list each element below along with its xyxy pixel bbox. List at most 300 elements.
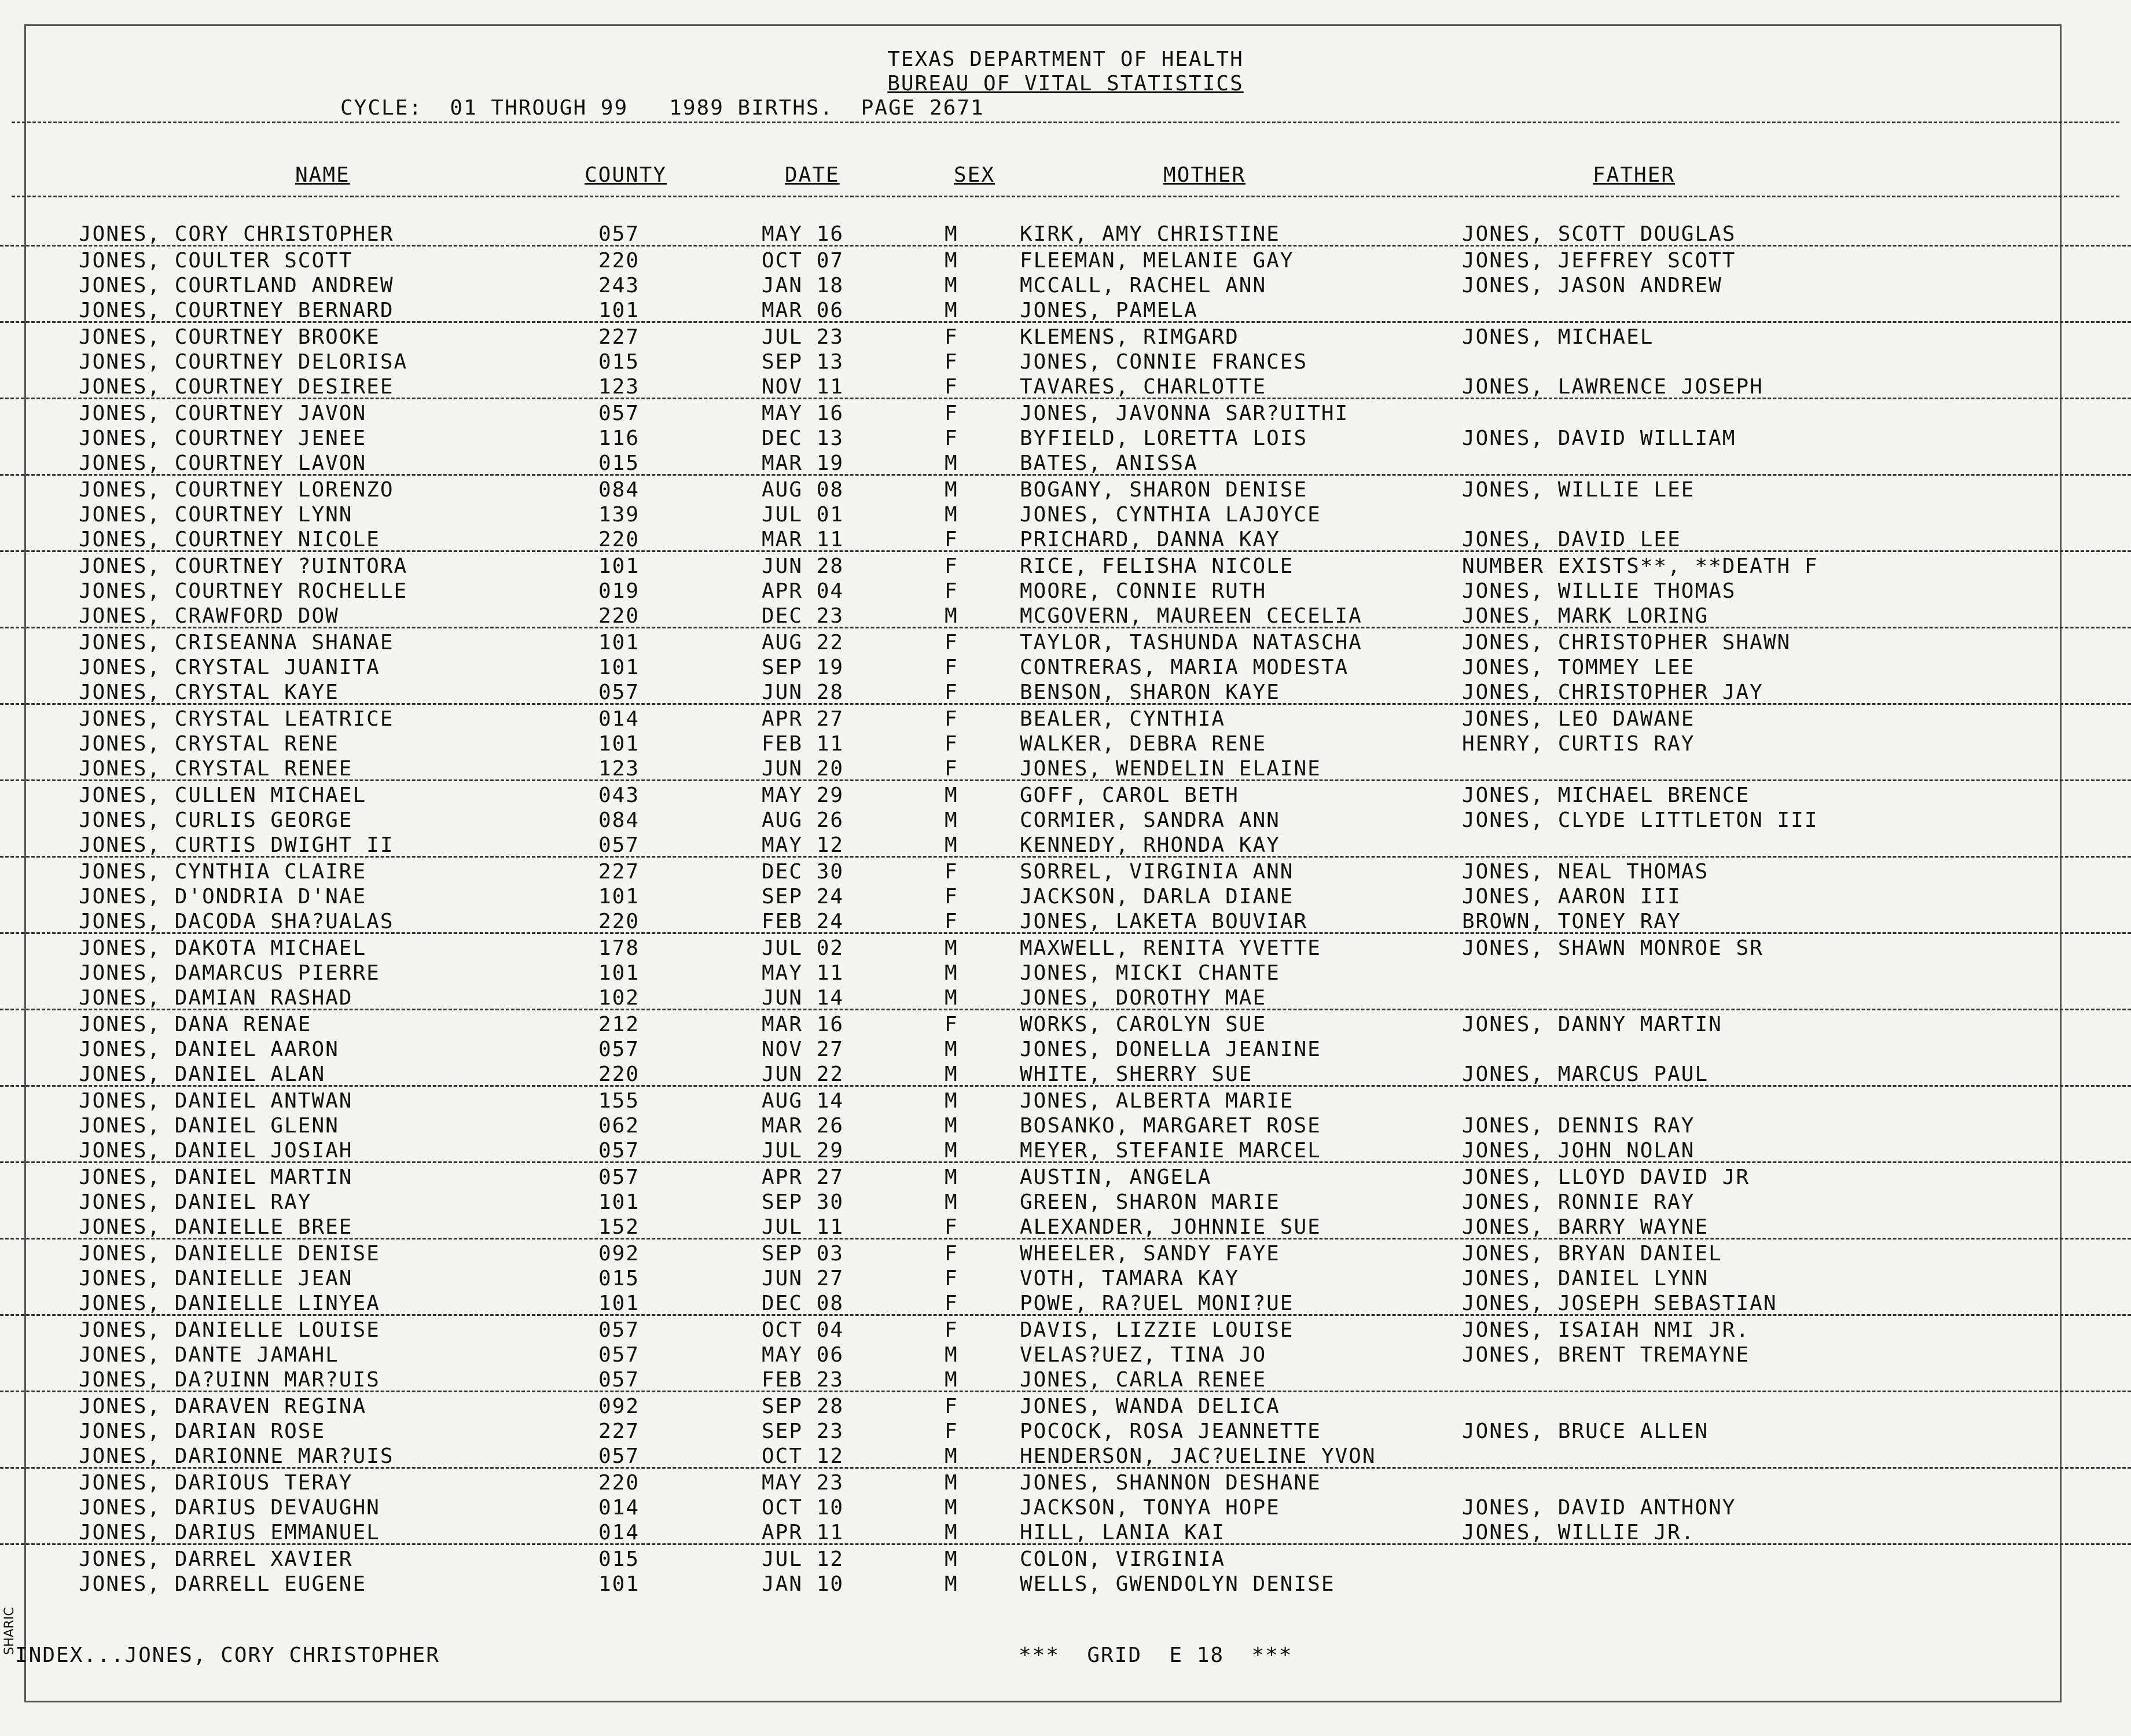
table-row: [0, 1341, 2131, 1366]
cell-date: OCT 07: [762, 249, 844, 273]
cell-father: JONES, SHAWN MONROE SR: [1462, 936, 1763, 960]
cell-mother: JONES, CONNIE FRANCES: [1020, 350, 1308, 374]
cell-county: 057: [598, 1318, 640, 1342]
cell-name: JONES, DAMARCUS PIERRE: [79, 961, 380, 985]
cell-father: JONES, JASON ANDREW: [1462, 274, 1722, 297]
cell-father: JONES, DAVID WILLIAM: [1462, 426, 1736, 450]
cell-sex: M: [945, 1343, 958, 1367]
cell-mother: POCOCK, ROSA JEANNETTE: [1020, 1419, 1321, 1443]
cell-sex: M: [945, 1471, 958, 1495]
cell-county: 092: [598, 1395, 640, 1418]
cell-name: JONES, DARAVEN REGINA: [79, 1395, 367, 1418]
cell-name: JONES, COURTNEY ROCHELLE: [79, 579, 408, 603]
cell-date: DEC 23: [762, 604, 844, 628]
cell-mother: KENNEDY, RHONDA KAY: [1020, 833, 1280, 857]
cell-name: JONES, DARIUS EMMANUEL: [79, 1521, 380, 1544]
cell-county: 102: [598, 986, 640, 1010]
cell-father: JONES, MICHAEL: [1462, 325, 1654, 349]
cell-name: JONES, DANIELLE DENISE: [79, 1242, 380, 1266]
table-row: [0, 1188, 2131, 1213]
cell-county: 116: [598, 426, 640, 450]
table-row: [0, 1213, 2131, 1240]
cell-father: JONES, CLYDE LITTLETON III: [1462, 808, 1818, 832]
table-row: [0, 705, 2131, 730]
cell-county: 101: [598, 554, 640, 578]
cell-father: JONES, MICHAEL BRENCE: [1462, 784, 1750, 807]
cell-county: 220: [598, 910, 640, 933]
cell-sex: M: [945, 1547, 958, 1571]
cell-father: JONES, WILLIE LEE: [1462, 478, 1695, 502]
cell-date: MAY 06: [762, 1343, 844, 1367]
cell-date: AUG 08: [762, 478, 844, 502]
cell-date: MAR 16: [762, 1013, 844, 1036]
table-row: [0, 348, 2131, 373]
side-stamp: SHARIC: [2, 1607, 17, 1655]
cell-date: DEC 08: [762, 1292, 844, 1315]
cell-county: 057: [598, 402, 640, 425]
index-footer: INDEX...JONES, CORY CHRISTOPHER: [15, 1643, 440, 1667]
cell-mother: BOGANY, SHARON DENISE: [1020, 478, 1308, 502]
cell-name: JONES, CRYSTAL LEATRICE: [79, 707, 394, 731]
cell-mother: RICE, FELISHA NICOLE: [1020, 554, 1294, 578]
cell-date: MAY 16: [762, 222, 844, 246]
cell-name: JONES, CRYSTAL JUANITA: [79, 656, 380, 679]
table-row: [0, 678, 2131, 705]
table-row: [0, 602, 2131, 628]
col-header-sex: SEX: [954, 163, 995, 187]
cell-sex: M: [945, 833, 958, 857]
cell-name: JONES, COURTNEY LAVON: [79, 451, 367, 475]
cell-date: JUN 27: [762, 1267, 844, 1290]
table-row: [0, 271, 2131, 296]
cell-date: MAY 29: [762, 784, 844, 807]
table-row: [0, 1112, 2131, 1137]
cell-sex: M: [945, 299, 958, 322]
cell-county: 057: [598, 1368, 640, 1392]
cell-father: JONES, MARCUS PAUL: [1462, 1062, 1709, 1086]
cell-county: 101: [598, 299, 640, 322]
table-row: [0, 373, 2131, 399]
cell-father: JONES, BRENT TREMAYNE: [1462, 1343, 1750, 1367]
cell-name: JONES, DANIEL GLENN: [79, 1114, 339, 1138]
cell-mother: BYFIELD, LORETTA LOIS: [1020, 426, 1308, 450]
cell-name: JONES, DANIEL JOSIAH: [79, 1139, 353, 1163]
cell-sex: M: [945, 936, 958, 960]
table-row: [0, 1469, 2131, 1494]
cell-mother: MAXWELL, RENITA YVETTE: [1020, 936, 1321, 960]
cell-county: 123: [598, 375, 640, 399]
cell-date: NOV 27: [762, 1038, 844, 1061]
cell-county: 015: [598, 1547, 640, 1571]
cell-date: JUN 28: [762, 554, 844, 578]
cell-county: 139: [598, 503, 640, 527]
cell-mother: HILL, LANIA KAI: [1020, 1521, 1226, 1544]
cell-date: JUN 28: [762, 681, 844, 704]
cell-name: JONES, DANIELLE LOUISE: [79, 1318, 380, 1342]
cell-county: 227: [598, 860, 640, 884]
table-row: [0, 1570, 2131, 1595]
table-row: [0, 934, 2131, 959]
cell-date: FEB 11: [762, 732, 844, 756]
col-header-mother: MOTHER: [1163, 163, 1246, 187]
cell-father: JONES, JOSEPH SEBASTIAN: [1462, 1292, 1777, 1315]
cell-name: JONES, DARREL XAVIER: [79, 1547, 353, 1571]
cell-county: 019: [598, 579, 640, 603]
cell-county: 062: [598, 1114, 640, 1138]
cell-county: 014: [598, 707, 640, 731]
cell-mother: AUSTIN, ANGELA: [1020, 1165, 1212, 1189]
cell-father: JONES, AARON III: [1462, 885, 1681, 909]
cell-date: JUL 12: [762, 1547, 844, 1571]
cell-sex: M: [945, 1190, 958, 1214]
cell-mother: VELAS?UEZ, TINA JO: [1020, 1343, 1267, 1367]
cell-mother: WELLS, GWENDOLYN DENISE: [1020, 1572, 1335, 1596]
cell-date: SEP 19: [762, 656, 844, 679]
cell-sex: F: [945, 631, 958, 654]
cell-date: MAY 11: [762, 961, 844, 985]
cell-sex: F: [945, 1292, 958, 1315]
cell-sex: M: [945, 222, 958, 246]
table-row: [0, 476, 2131, 501]
cell-county: 101: [598, 732, 640, 756]
cell-mother: MEYER, STEFANIE MARCEL: [1020, 1139, 1321, 1163]
cell-county: 057: [598, 222, 640, 246]
cell-mother: COLON, VIRGINIA: [1020, 1547, 1226, 1571]
cell-mother: BATES, ANISSA: [1020, 451, 1198, 475]
cell-sex: F: [945, 325, 958, 349]
col-header-county: COUNTY: [585, 163, 667, 187]
cell-county: 084: [598, 808, 640, 832]
cell-mother: ALEXANDER, JOHNNIE SUE: [1020, 1215, 1321, 1239]
cell-name: JONES, DACODA SHA?UALAS: [79, 910, 394, 933]
cell-sex: M: [945, 1139, 958, 1163]
cell-county: 220: [598, 249, 640, 273]
col-header-date: DATE: [785, 163, 840, 187]
cell-name: JONES, DARIOUS TERAY: [79, 1471, 353, 1495]
cell-mother: WORKS, CAROLYN SUE: [1020, 1013, 1267, 1036]
cell-mother: JONES, DOROTHY MAE: [1020, 986, 1267, 1010]
cell-mother: JONES, MICKI CHANTE: [1020, 961, 1280, 985]
table-row: [0, 628, 2131, 653]
cell-date: SEP 28: [762, 1395, 844, 1418]
cell-father: JONES, LAWRENCE JOSEPH: [1462, 375, 1763, 399]
cell-county: 101: [598, 1572, 640, 1596]
cell-father: JONES, WILLIE JR.: [1462, 1521, 1695, 1544]
cell-county: 057: [598, 1165, 640, 1189]
table-row: [0, 1366, 2131, 1392]
cell-father: JONES, JOHN NOLAN: [1462, 1139, 1695, 1163]
cell-date: AUG 14: [762, 1089, 844, 1113]
cell-county: 243: [598, 274, 640, 297]
cell-date: APR 27: [762, 707, 844, 731]
cell-father: JONES, TOMMEY LEE: [1462, 656, 1695, 679]
cell-county: 057: [598, 1038, 640, 1061]
cell-name: JONES, DANIEL RAY: [79, 1190, 312, 1214]
cell-sex: M: [945, 1572, 958, 1596]
cell-father: JONES, BARRY WAYNE: [1462, 1215, 1709, 1239]
cell-county: 092: [598, 1242, 640, 1266]
cell-county: 101: [598, 961, 640, 985]
table-row: [0, 1289, 2131, 1316]
cell-date: JUL 29: [762, 1139, 844, 1163]
table-row: [0, 781, 2131, 806]
cell-county: 057: [598, 681, 640, 704]
cell-father: JONES, DANIEL LYNN: [1462, 1267, 1709, 1290]
cell-sex: F: [945, 1395, 958, 1418]
cell-sex: F: [945, 681, 958, 704]
report-subtitle: BUREAU OF VITAL STATISTICS: [887, 72, 1244, 95]
cell-name: JONES, CYNTHIA CLAIRE: [79, 860, 367, 884]
cell-name: JONES, D'ONDRIA D'NAE: [79, 885, 367, 909]
cell-county: 014: [598, 1521, 640, 1544]
cell-sex: M: [945, 1062, 958, 1086]
cell-date: MAY 23: [762, 1471, 844, 1495]
cycle-line: CYCLE: 01 THROUGH 99 1989 BIRTHS. PAGE 2671: [340, 96, 984, 120]
cell-name: JONES, DAMIAN RASHAD: [79, 986, 353, 1010]
cell-date: SEP 30: [762, 1190, 844, 1214]
cell-mother: KLEMENS, RIMGARD: [1020, 325, 1239, 349]
cell-mother: FLEEMAN, MELANIE GAY: [1020, 249, 1294, 273]
cell-sex: F: [945, 1419, 958, 1443]
cell-date: MAY 12: [762, 833, 844, 857]
table-row: [0, 525, 2131, 552]
cell-name: JONES, DANIELLE BREE: [79, 1215, 353, 1239]
cell-mother: WHEELER, SANDY FAYE: [1020, 1242, 1280, 1266]
cell-sex: F: [945, 402, 958, 425]
cell-county: 015: [598, 451, 640, 475]
cell-mother: JONES, JAVONNA SAR?UITHI: [1020, 402, 1349, 425]
cell-name: JONES, DANIEL MARTIN: [79, 1165, 353, 1189]
cell-county: 220: [598, 1062, 640, 1086]
cell-mother: DAVIS, LIZZIE LOUISE: [1020, 1318, 1294, 1342]
cell-mother: GOFF, CAROL BETH: [1020, 784, 1239, 807]
divider: [12, 122, 2119, 123]
cell-date: JUL 23: [762, 325, 844, 349]
cell-mother: JONES, WANDA DELICA: [1020, 1395, 1280, 1418]
cell-county: 152: [598, 1215, 640, 1239]
table-row: [0, 1392, 2131, 1417]
cell-county: 155: [598, 1089, 640, 1113]
cell-father: JONES, JEFFREY SCOTT: [1462, 249, 1736, 273]
cell-name: JONES, CULLEN MICHAEL: [79, 784, 367, 807]
grid-footer: *** GRID E 18 ***: [1019, 1643, 1293, 1667]
cell-sex: M: [945, 1496, 958, 1520]
cell-date: AUG 22: [762, 631, 844, 654]
cell-name: JONES, DANIEL ALAN: [79, 1062, 326, 1086]
cell-mother: JONES, ALBERTA MARIE: [1020, 1089, 1294, 1113]
cell-date: JUL 01: [762, 503, 844, 527]
col-header-name: NAME: [295, 163, 350, 187]
cell-mother: TAVARES, CHARLOTTE: [1020, 375, 1267, 399]
cell-date: SEP 24: [762, 885, 844, 909]
table-row: [0, 296, 2131, 323]
cell-father: JONES, CHRISTOPHER JAY: [1462, 681, 1763, 704]
table-row: [0, 1035, 2131, 1060]
cell-date: MAR 19: [762, 451, 844, 475]
table-row: [0, 1163, 2131, 1188]
table-row: [0, 831, 2131, 858]
table-row: [0, 1087, 2131, 1112]
table-row: [0, 907, 2131, 934]
cell-date: OCT 10: [762, 1496, 844, 1520]
cell-sex: F: [945, 1267, 958, 1290]
cell-mother: BOSANKO, MARGARET ROSE: [1020, 1114, 1321, 1138]
cell-date: MAR 11: [762, 528, 844, 551]
cell-sex: M: [945, 1368, 958, 1392]
cell-mother: GREEN, SHARON MARIE: [1020, 1190, 1280, 1214]
cell-sex: F: [945, 528, 958, 551]
cell-date: MAY 16: [762, 402, 844, 425]
cell-sex: M: [945, 961, 958, 985]
cell-name: JONES, DAKOTA MICHAEL: [79, 936, 367, 960]
cell-father: NUMBER EXISTS**, **DEATH F: [1462, 554, 1818, 578]
cell-sex: M: [945, 1444, 958, 1468]
table-row: [0, 1060, 2131, 1087]
table-row: [0, 882, 2131, 907]
cell-name: JONES, DA?UINN MAR?UIS: [79, 1368, 380, 1392]
cell-sex: F: [945, 860, 958, 884]
table-row: [0, 653, 2131, 678]
cell-sex: M: [945, 1165, 958, 1189]
cell-mother: JONES, WENDELIN ELAINE: [1020, 757, 1321, 781]
cell-date: APR 27: [762, 1165, 844, 1189]
cell-father: JONES, NEAL THOMAS: [1462, 860, 1709, 884]
cell-name: JONES, COURTNEY DELORISA: [79, 350, 408, 374]
table-row: [0, 1264, 2131, 1289]
cell-county: 101: [598, 1190, 640, 1214]
cell-county: 212: [598, 1013, 640, 1036]
cell-county: 178: [598, 936, 640, 960]
cell-name: JONES, DANTE JAMAHL: [79, 1343, 339, 1367]
cell-sex: M: [945, 1521, 958, 1544]
table-row: [0, 220, 2131, 247]
cell-date: SEP 13: [762, 350, 844, 374]
cell-mother: MCGOVERN, MAUREEN CECELIA: [1020, 604, 1362, 628]
table-row: [0, 323, 2131, 348]
cell-father: JONES, CHRISTOPHER SHAWN: [1462, 631, 1791, 654]
cell-father: JONES, RONNIE RAY: [1462, 1190, 1695, 1214]
cell-mother: JONES, LAKETA BOUVIAR: [1020, 910, 1308, 933]
cell-mother: JONES, SHANNON DESHANE: [1020, 1471, 1321, 1495]
col-header-father: FATHER: [1593, 163, 1676, 187]
cell-father: JONES, WILLIE THOMAS: [1462, 579, 1736, 603]
cell-name: JONES, DARIUS DEVAUGHN: [79, 1496, 380, 1520]
cell-county: 101: [598, 885, 640, 909]
cell-sex: F: [945, 732, 958, 756]
table-row: [0, 1494, 2131, 1518]
cell-county: 015: [598, 1267, 640, 1290]
cell-name: JONES, DANIELLE JEAN: [79, 1267, 353, 1290]
table-row: [0, 501, 2131, 525]
cell-mother: POWE, RA?UEL MONI?UE: [1020, 1292, 1294, 1315]
table-row: [0, 806, 2131, 831]
cell-name: JONES, DANIELLE LINYEA: [79, 1292, 380, 1315]
birth-records-table: [0, 220, 2131, 1595]
cell-mother: JACKSON, TONYA HOPE: [1020, 1496, 1280, 1520]
cell-mother: MOORE, CONNIE RUTH: [1020, 579, 1267, 603]
cell-sex: F: [945, 656, 958, 679]
cell-date: JAN 18: [762, 274, 844, 297]
cell-sex: F: [945, 1318, 958, 1342]
cell-county: 084: [598, 478, 640, 502]
cell-sex: F: [945, 350, 958, 374]
cell-mother: VOTH, TAMARA KAY: [1020, 1267, 1239, 1290]
cell-county: 101: [598, 656, 640, 679]
cell-name: JONES, COULTER SCOTT: [79, 249, 353, 273]
cell-name: JONES, COURTNEY ?UINTORA: [79, 554, 408, 578]
cell-date: NOV 11: [762, 375, 844, 399]
cell-date: JUL 02: [762, 936, 844, 960]
cell-sex: F: [945, 375, 958, 399]
cell-date: JUL 11: [762, 1215, 844, 1239]
table-row: [0, 959, 2131, 984]
cell-father: JONES, MARK LORING: [1462, 604, 1709, 628]
cell-sex: F: [945, 426, 958, 450]
cell-county: 057: [598, 1139, 640, 1163]
table-row: [0, 755, 2131, 781]
cell-mother: WHITE, SHERRY SUE: [1020, 1062, 1253, 1086]
cell-mother: CORMIER, SANDRA ANN: [1020, 808, 1280, 832]
table-row: [0, 1442, 2131, 1469]
cell-date: SEP 23: [762, 1419, 844, 1443]
cell-father: JONES, DAVID LEE: [1462, 528, 1681, 551]
cell-date: JAN 10: [762, 1572, 844, 1596]
cell-mother: BENSON, SHARON KAYE: [1020, 681, 1280, 704]
table-row: [0, 730, 2131, 755]
cell-father: JONES, SCOTT DOUGLAS: [1462, 222, 1736, 246]
cell-sex: M: [945, 986, 958, 1010]
cell-date: OCT 12: [762, 1444, 844, 1468]
table-row: [0, 247, 2131, 271]
cell-mother: WALKER, DEBRA RENE: [1020, 732, 1267, 756]
cell-name: JONES, COURTLAND ANDREW: [79, 274, 394, 297]
table-row: [0, 858, 2131, 882]
cell-name: JONES, CRAWFORD DOW: [79, 604, 339, 628]
cell-sex: M: [945, 1038, 958, 1061]
table-row: [0, 449, 2131, 476]
cell-county: 057: [598, 833, 640, 857]
cell-name: JONES, CRISEANNA SHANAE: [79, 631, 394, 654]
cell-sex: F: [945, 579, 958, 603]
cell-county: 123: [598, 757, 640, 781]
cell-sex: M: [945, 1089, 958, 1113]
cell-sex: M: [945, 604, 958, 628]
table-row: [0, 552, 2131, 577]
table-row: [0, 1316, 2131, 1341]
cell-county: 227: [598, 325, 640, 349]
cell-father: HENRY, CURTIS RAY: [1462, 732, 1695, 756]
cell-county: 220: [598, 604, 640, 628]
cell-sex: M: [945, 274, 958, 297]
cell-father: JONES, DANNY MARTIN: [1462, 1013, 1722, 1036]
cell-date: MAR 06: [762, 299, 844, 322]
cell-name: JONES, CURLIS GEORGE: [79, 808, 353, 832]
cell-name: JONES, DANA RENAE: [79, 1013, 312, 1036]
table-row: [0, 1545, 2131, 1570]
cell-county: 220: [598, 1471, 640, 1495]
cell-sex: F: [945, 1013, 958, 1036]
table-row: [0, 984, 2131, 1010]
table-row: [0, 1417, 2131, 1442]
cell-name: JONES, DANIEL AARON: [79, 1038, 339, 1061]
cell-date: SEP 03: [762, 1242, 844, 1266]
cell-name: JONES, CURTIS DWIGHT II: [79, 833, 394, 857]
cell-mother: JONES, CYNTHIA LAJOYCE: [1020, 503, 1321, 527]
table-row: [0, 424, 2131, 449]
cell-name: JONES, COURTNEY JENEE: [79, 426, 367, 450]
cell-sex: F: [945, 910, 958, 933]
cell-sex: F: [945, 757, 958, 781]
